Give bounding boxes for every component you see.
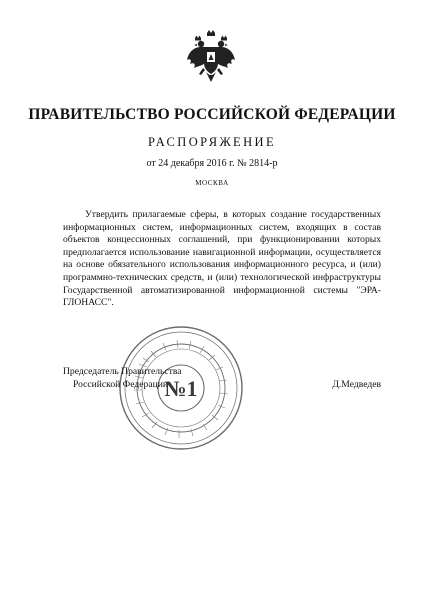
signatory-name: Д.Медведев xyxy=(332,379,381,390)
government-title: ПРАВИТЕЛЬСТВО РОССИЙСКОЙ ФЕДЕРАЦИИ xyxy=(28,106,396,123)
signatory-title-line1: Председатель Правительства xyxy=(63,366,182,377)
signatory-title-line2: Российской Федерации xyxy=(73,378,168,390)
seal-number: №1 xyxy=(164,376,198,401)
document-city: МОСКВА xyxy=(195,179,229,187)
document-date-number: от 24 декабря 2016 г. № 2814-р xyxy=(146,158,278,169)
order-text: Утвердить прилагаемые сферы, в которых создание государственных информационных систем, информационных систем, входящих в состав объектов концессионных соглашений, при функционировании которых предполагается использование навигационной информации, осуществляется на основе обязательного использования информационного ресурса, и (или) программно-технических средств, и (или) технологической инфраструктуры Государственной автоматизированной информационной системы "ЭРА-ГЛОНАСС". xyxy=(63,209,381,309)
signatory-title xyxy=(63,366,182,391)
double-headed-eagle-icon xyxy=(186,30,236,86)
document-type: РАСПОРЯЖЕНИЕ xyxy=(148,135,276,149)
